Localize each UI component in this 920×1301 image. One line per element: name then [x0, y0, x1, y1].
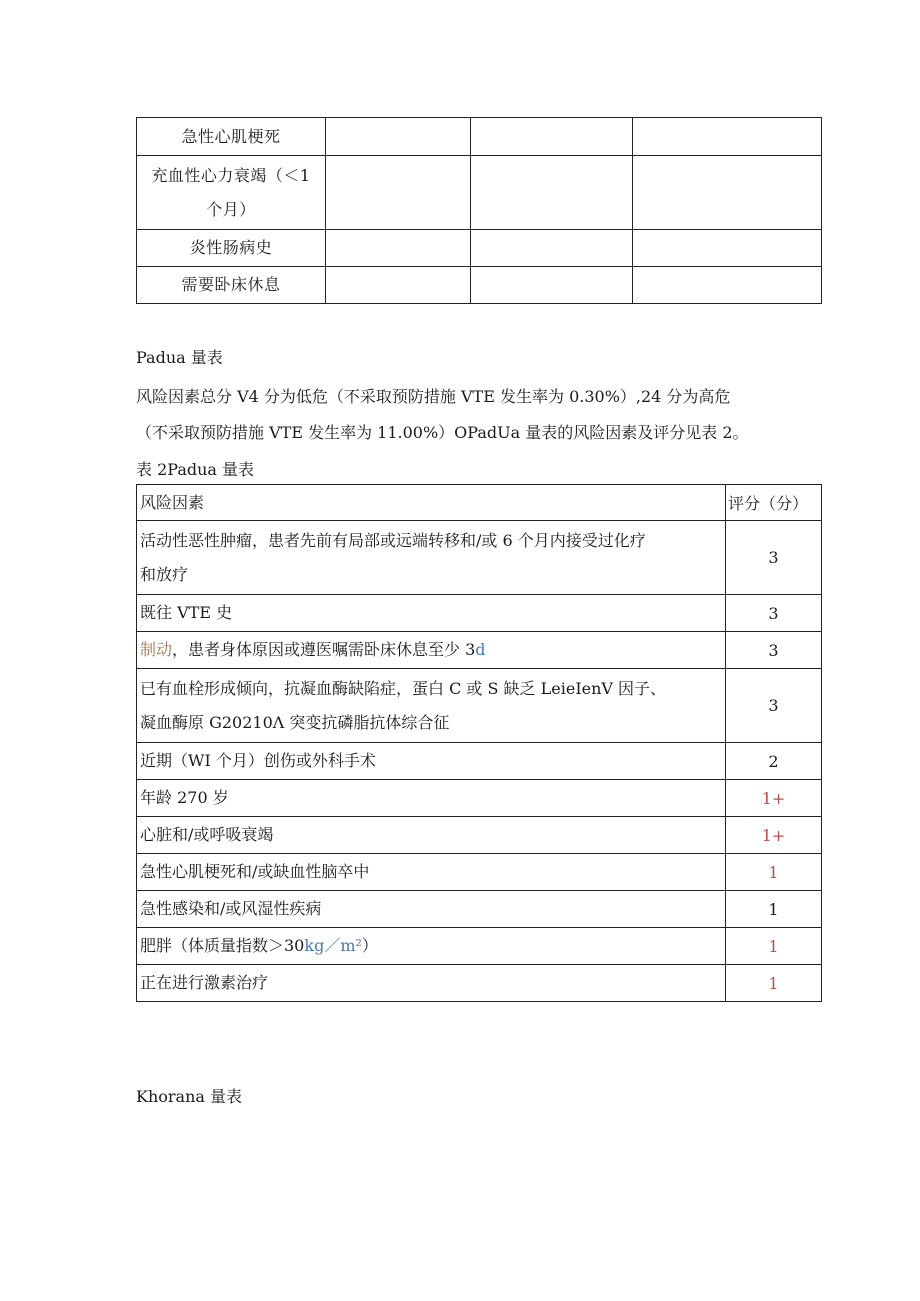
row-label-line: 个月） — [206, 199, 256, 219]
table-row — [137, 595, 822, 632]
risk-factor-line: 活动性恶性肿瘤，患者先前有局部或远端转移和/或 6 个月内接受过化疗 — [140, 530, 646, 550]
score: 1 — [726, 891, 822, 928]
risk-factor-line: 凝血酶原 G20210Λ 突变抗磷脂抗体综合征 — [140, 712, 450, 732]
score: 1 — [726, 928, 822, 965]
table-cell — [471, 267, 633, 304]
table-header-row — [137, 485, 822, 521]
table-row — [137, 928, 822, 965]
table-row — [137, 118, 822, 156]
row-label-line: 充血性心力衰竭（＜1 — [151, 165, 311, 185]
table-cell — [326, 118, 471, 156]
score: 1+ — [726, 817, 822, 854]
risk-factor: 急性心肌梗死和/或缺血性脑卒中 — [137, 854, 726, 891]
risk-factor-unit: kg／m² — [304, 936, 362, 955]
risk-factor: 既往 VTE 史 — [137, 595, 726, 632]
table-row — [137, 891, 822, 928]
risk-factor-suffix: ） — [361, 936, 378, 955]
table-row — [137, 521, 822, 595]
table-caption: 表 2Padua 量表 — [136, 460, 255, 479]
table-row — [137, 632, 822, 669]
score: 3 — [726, 632, 822, 669]
table-row — [137, 965, 822, 1002]
risk-factor-table-continued — [136, 117, 822, 304]
table-cell — [471, 230, 633, 267]
risk-factor — [137, 669, 726, 743]
table-cell — [471, 156, 633, 230]
khorana-heading: Khorana 量表 — [136, 1087, 243, 1106]
table-cell — [633, 230, 822, 267]
risk-factor — [137, 928, 726, 965]
risk-factor-text: 肥胖（体质量指数＞30 — [140, 936, 305, 955]
risk-factor — [137, 521, 726, 595]
risk-factor-text: ，患者身体原因或遵医嘱需卧床休息至少 3 — [172, 640, 476, 659]
risk-factor-suffix: d — [475, 640, 486, 659]
row-label: 炎性肠病史 — [137, 230, 326, 267]
score: 3 — [726, 669, 822, 743]
padua-description-line: 风险因素总分 V4 分为低危（不采取预防措施 VTE 发生率为 0.30%）,24 分为高危 — [136, 387, 731, 406]
table-row — [137, 156, 822, 230]
row-label: 急性心肌梗死 — [137, 118, 326, 156]
risk-factor-line: 和放疗 — [140, 564, 189, 584]
table-cell — [633, 267, 822, 304]
table-row — [137, 817, 822, 854]
padua-heading: Padua 量表 — [136, 348, 223, 367]
score: 1+ — [726, 780, 822, 817]
row-label: 需要卧床休息 — [137, 267, 326, 304]
table-row — [137, 854, 822, 891]
score: 3 — [726, 595, 822, 632]
padua-description-line: （不采取预防措施 VTE 发生率为 11.00%）OPadUa 量表的风险因素及评分见表 2。 — [136, 423, 749, 442]
risk-factor: 急性感染和/或风湿性疾病 — [137, 891, 726, 928]
risk-factor: 正在进行激素治疗 — [137, 965, 726, 1002]
table-row — [137, 267, 822, 304]
header-score: 评分（分） — [726, 485, 822, 521]
score: 1 — [726, 965, 822, 1002]
risk-factor — [137, 632, 726, 669]
table-row — [137, 780, 822, 817]
table-row — [137, 669, 822, 743]
table-cell — [326, 230, 471, 267]
table-row — [137, 743, 822, 780]
risk-factor: 近期（WI 个月）创伤或外科手术 — [137, 743, 726, 780]
table-cell — [471, 118, 633, 156]
risk-factor-prefix: 制动 — [140, 640, 173, 659]
table-cell — [326, 156, 471, 230]
risk-factor-line: 已有血栓形成倾向，抗凝血酶缺陷症，蛋白 C 或 S 缺乏 LeieIenV 因子、 — [140, 678, 667, 698]
table-cell — [633, 156, 822, 230]
score: 1 — [726, 854, 822, 891]
table-cell — [633, 118, 822, 156]
risk-factor: 年龄 270 岁 — [137, 780, 726, 817]
header-risk-factor: 风险因素 — [137, 485, 726, 521]
score: 2 — [726, 743, 822, 780]
table-row — [137, 230, 822, 267]
padua-score-table — [136, 484, 822, 1002]
risk-factor: 心脏和/或呼吸衰竭 — [137, 817, 726, 854]
score: 3 — [726, 521, 822, 595]
table-cell — [326, 267, 471, 304]
row-label — [137, 156, 326, 230]
